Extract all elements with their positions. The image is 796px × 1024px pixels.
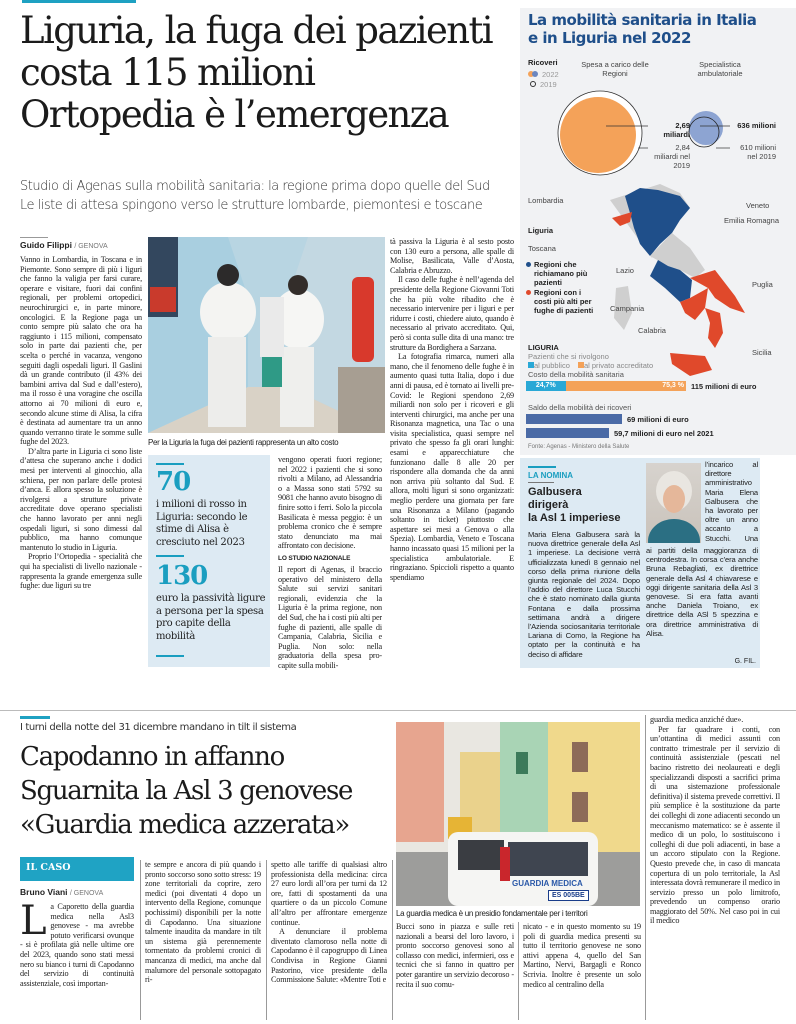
costo-stacked-bar — [526, 381, 686, 391]
car-livery-text: GUARDIA MEDICA — [512, 879, 583, 888]
region-label-calabria: Calabria — [638, 326, 666, 335]
region-label-puglia: Puglia — [752, 280, 773, 289]
photo-caption: Per la Liguria la fuga dei pazienti rappresenta un alto costo — [148, 438, 339, 447]
paragraph: guardia medica anziché due». — [650, 715, 744, 724]
paragraph: A denunciare il problema diventato clamoroso nella notte di Capodanno è il capogruppo di Linea Condivisa in Regione Gianni Pastorino, vice presidente della Commissione Salute: «Mentre Toti e — [271, 927, 387, 985]
paragraph: a Caporetto della guardia medica nella Asl3 genovese - ma avrebbe potuto verificarsi ovunque - si è profilata già nelle ultime ore del 2023, quando sono stati messi nero su bianco i turni di Capodanno del servizio di continuità assistenziale, così importan- — [20, 902, 134, 988]
blue-dot-icon — [526, 262, 531, 267]
byline-author: Bruno Viani — [20, 887, 68, 897]
article2-column-6 — [650, 715, 780, 1022]
bar-segment-pubblico: 24,7% — [526, 381, 566, 391]
map-legend-blue — [526, 260, 600, 287]
nomina-rule — [528, 466, 556, 468]
article-column-3 — [278, 455, 382, 707]
article2-headline — [20, 740, 392, 842]
article-column-4 — [390, 237, 514, 707]
pubblico-label: al pubblico — [534, 361, 570, 370]
headline-line: «Guardia medica azzerata» — [20, 810, 349, 840]
saldo-2021-value: 59,7 milioni di euro nel 2021 — [614, 429, 714, 438]
paragraph: Per far quadrare i conti, con un’ottantina di medici assunti con contratto trimestrale per il servizio di continuità assistenziale (pescati nel bacino ristretto dei neolaureati e degli specializzandi disposti a sacrifici prima di una sistemazione professionale definitiva) il sistema prevede correttivi. Il più semplice è la sostituzione da parte dei colleghi di zone adiacenti secondo un meccanismo matematico: se è assente il medico di un polo, lo sostituiscono i colleghi di due poli adiacenti, in base a un accoro stipulato con la Regione. Questo prevede che, in caso di mancata copertura di un polo territoriale, la Asl interessata dovrà remunerare il medico in servizio presso un polo limitrofo, prevedendo un compenso orario maggiorato del 50%. Nel caso poi in cui il medico — [650, 724, 780, 926]
subhead-line: Le liste di attesa spingono verso le strutture lombarde, piemontesi e toscane — [20, 198, 483, 213]
drop-cap: L — [20, 902, 47, 944]
column-rule — [266, 860, 267, 1020]
article2-byline — [20, 887, 103, 897]
headline-line: Ortopedia è l’emergenza — [20, 93, 449, 136]
region-label-lombardia: Lombardia — [528, 196, 564, 205]
license-plate: ES 005BE — [548, 890, 589, 901]
paragraph: tà passiva la Liguria è al sesto posto con 130 euro a persona, alle spalle di Molise, Basilicata, Valle d’Aosta, Calabria e Abruzzo. — [390, 237, 514, 275]
amb-2022-circle — [689, 111, 723, 145]
headline-line: Sguarnita la Asl 3 genovese — [20, 776, 353, 806]
region-label-campania: Campania — [610, 304, 645, 313]
red-dot-icon — [526, 290, 531, 295]
italy-map — [610, 184, 745, 376]
map-legend-red-label: Regioni con i costi più alti per fughe di pazienti — [534, 288, 594, 315]
section-accent-bar — [22, 0, 136, 3]
saldo-label: Saldo della mobilità dei ricoveri — [528, 403, 632, 412]
main-headline — [20, 10, 520, 136]
nomina-box — [520, 458, 760, 668]
ambulatoriale-label: Specialistica ambulatoriale — [697, 60, 743, 78]
nomina-label: LA NOMINA — [528, 471, 574, 480]
guardia-medica-car-photo — [396, 722, 640, 906]
spesa-label: Spesa a carico delle Regioni — [581, 60, 649, 78]
spesa-2022-value: 2,69 miliardi — [663, 121, 690, 139]
region-label-toscana: Toscana — [528, 244, 556, 253]
paragraph: vengono operati fuori regione; nel 2022 i pazienti che si sono rivolti a Milano, ad Alessandria o a Massa sono stati 5792 su 9081 che hanno avuto bisogno di finire sotto i ferri. Solo la piccola Basilicata è messa peggio: è un problema cronico che è sempre stato denunciato ma mai affrontato con decisione. — [278, 455, 382, 551]
article2-column-4: Bucci sono in piazza e sulle reti nazionali a bearsi del loro lavoro, i pronto soccorso genovesi sono al collasso con medici, infermieri, oss e tecnici che si fanno in quattro per poter garantire un servizio decoroso - recita il suo comu- — [396, 922, 514, 989]
section-divider — [0, 710, 796, 711]
galbusera-portrait — [646, 463, 701, 543]
amb-2022-value: 636 milioni — [737, 121, 776, 130]
stat-rule — [156, 463, 184, 465]
il-caso-tag: IL CASO — [20, 857, 134, 881]
nomina-title-line: Galbusera — [528, 486, 582, 498]
nomina-column-2a: l’incarico al direttore amministrativo Maria Elena Galbusera che ha lavorato per oltre un anno accanto a Stucchi. Una — [705, 460, 758, 543]
saldo-2022-bar — [526, 414, 622, 424]
nomina-title-line: la Asl 1 imperiese — [528, 512, 621, 524]
paragraph: Vanno in Lombardia, in Toscana e in Piemonte. Sono sempre di più i liguri che fanno la valigia per farsi curare, operare e visitare, fuori dai confini regionali, per problemi ortopedici, neurochirurgici e, in parte minore, oncologici. E la Regione paga un conto sempre più salato che ora ha raggiunto i 115 milioni, compensato solo in parte dai pazienti che, per scelta o perché in vacanza, vengono seguiti dagli ospedali liguri. Il Gaslini dà un grande contributo (il 43% dei bambini arriva dal Sud e dall’estero), ma il rosso è una voragine che oscilla attorno ai 70 milioni di euro e, secondo alcune stime di Alisa, la cifra è destinata ad aumentare tra un anno quando verranno tirate le somme sulle fughe del 2023. — [20, 255, 142, 447]
legend-title: Ricoveri — [528, 58, 558, 67]
nomina-column-2b: ai partiti della maggioranza di centrodestra. In corsa c’era anche Bruna Rebagliati, ex direttrice generale della Asl 4 chiavarese e oggi dirigente sanitaria della Asl 3 genovese. Si era fatta avanti anche Daniela Troiano, ex direttrice della ASl 5 spezzina e ora direttrice amministrativa di Alisa. — [646, 546, 758, 638]
paragraph: spetto alle tariffe di qualsiasi altro professionista della medicina: circa 27 euro lordi all’ora per turni da 12 ore, fatti di spostamenti da una quartiere o da un piccolo Comune all’altro per affrontare emergenze continue. — [271, 860, 387, 927]
nomina-signature: G. FIL. — [734, 658, 756, 665]
byline-city: / GENOVA — [69, 890, 104, 897]
legend-2022-label: 2022 — [542, 70, 559, 79]
byline-rule — [20, 237, 48, 238]
spesa-2019-value: 2,84 miliardi nel 2019 — [654, 143, 690, 170]
byline-author: Guido Filippi — [20, 240, 72, 250]
region-label-veneto: Veneto — [746, 201, 770, 210]
infographic-title-line: La mobilità sanitaria in Italia — [528, 11, 757, 29]
stat-number: 130 — [156, 561, 208, 591]
section-subheading: LO STUDIO NAZIONALE — [278, 554, 351, 562]
column-rule — [140, 860, 141, 1020]
article2-column-1 — [20, 902, 134, 1022]
region-label-sicilia: Sicilia — [752, 348, 772, 357]
stat-description: euro la passività ligure a persona per la spesa pro capite della mobilità — [156, 593, 266, 642]
infographic-box — [520, 8, 796, 405]
bar-segment-privato: 75,3 % — [566, 381, 686, 391]
patients-label: Pazienti che si rivolgono — [528, 352, 609, 361]
byline-city: / GENOVA — [74, 243, 108, 250]
article-column-1 — [20, 255, 142, 707]
subhead-line: Studio di Agenas sulla mobilità sanitaria: la regione prima dopo quelle del Sud — [20, 179, 490, 194]
privato-label: al privato accreditato — [583, 361, 654, 370]
infographic-box-bottom — [520, 405, 796, 455]
region-label-liguria: Liguria — [528, 226, 554, 235]
spesa-2022-circle — [560, 97, 636, 173]
paragraph: Il caso delle fughe è nell’agenda del presidente della Regione Giovanni Toti che ha più volte ribadito che è necessario intervenire per i liguri e per ridurre i costi, chiedere aiuto, quando è necessario al privato accreditato. Qui, però si conta sulle dita di una mano: tre strutture da Bordighera a Sarzana. — [390, 275, 514, 352]
column-rule — [645, 715, 646, 1020]
stat-rule — [156, 655, 184, 657]
costo-total: 115 milioni di euro — [691, 382, 757, 391]
paragraph: La fotografia rimarca, numeri alla mano, che il fenomeno delle fughe è in aumento quasi tutta Italia, dopo i due anni di pausa, ed è tornato ai livelli pre-Covid: le Regioni spendono 2,69 miliardi non solo per i ricoveri e gli interventi chirurgici, ma anche per una Risonanza magnetica, una Tac o una visita specialistica, quasi sempre nel privato che spesso fa gli orari lunghi: esami e apparecchiature che funzionano dalle 8 alle 20 per rispondere alla domanda che da anni non arriva più soltanto dal Sud. E allora, molti liguri si sono organizzati: meglio perdere una giornata per fare una Risonanza a Milano (pagando soltanto in ticket) piuttosto che aspettare sei mesi a Genova o alla Spezia). Lombardia, Veneto e Toscana hanno incassato quasi 15 milioni per la specialistica ambulatoriale. E ringraziano. Spiccioli rispetto a quanto spendiamo — [390, 352, 514, 582]
costo-label: Costo della mobilità sanitaria — [528, 370, 624, 379]
nomina-title — [528, 486, 640, 525]
map-legend-red — [526, 288, 600, 315]
hospital-corridor-photo — [148, 237, 385, 433]
stats-box — [148, 455, 270, 667]
article2-column-2: te sempre e ancora di più quando i pronto soccorso sono sotto stress: 19 zone territoriali da coprire, zero medici (poi diventati 4 dopo un intervento della Regione, comunque pochissimi) disponibili per la notte di Capodanno. Una situazione talmente inaudita da mandare in tilt un sistema già perennemente tormentato da problemi cronici di mancanza di medici, ma anche dal malumore del personale sottopagato ri- — [145, 860, 261, 985]
stat-rule — [156, 555, 184, 557]
legend-2019-label: 2019 — [540, 80, 557, 89]
nomina-column-1: Maria Elena Galbusera sarà la nuova direttrice generale della Asl 1 imperiese. La decisione verrà ufficializzata lunedì 8 gennaio nel corso della prima riunione della giunta regionale del 2024. Dopo l’addio del direttore Luca Stucchi che è stato nominato dalla giunta Fontana e dalla prossima settimana andrà a dirigere l’Azienda sociosanitaria territoriale Lariana di Como, la Regione ha optato per la continuità e ha deciso di affidare — [528, 530, 640, 659]
column-rule — [518, 922, 519, 1020]
article2-column-5: nicato - e in questo momento su 19 poli di guardia medica presenti su tutto il territorio genovese ne sono attivi appena 4, quello del San Martino, Nervi, Bargagli e Ronco Scrivia. Inoltre è presente un solo medico al centralino della — [523, 922, 641, 989]
stat-number: 70 — [156, 467, 191, 497]
article2-kicker: I turni della notte del 31 dicembre mandano in tilt il sistema — [20, 722, 297, 733]
liguria-section-title: LIGURIA — [528, 343, 559, 352]
nomina-title-line: dirigerà — [528, 499, 569, 511]
photo-caption: La guardia medica è un presidio fondamentale per i territori — [396, 909, 588, 918]
kicker-accent-bar — [20, 716, 50, 719]
infographic-title-line: e in Liguria nel 2022 — [528, 29, 691, 47]
column-rule — [392, 860, 393, 1020]
region-label-lazio: Lazio — [616, 266, 634, 275]
stat-description: i milioni di rosso in Liguria: secondo le stime di Alisa è cresciuto nel 2023 — [156, 499, 248, 548]
patients-legend — [528, 361, 653, 370]
saldo-2022-value: 69 milioni di euro — [627, 415, 689, 424]
article2-column-3 — [271, 860, 387, 1022]
headline-line: costa 115 milioni — [20, 51, 315, 94]
byline — [20, 240, 108, 250]
map-legend-blue-label: Regioni che richiamano più pazienti — [534, 260, 588, 287]
subheadline — [20, 177, 520, 215]
paragraph: Proprio l’Ortopedia - specialità che qui ha specialisti di livello nazionale - rappresenta la grande emergenza sulle fughe: due liguri su tre — [20, 552, 142, 591]
headline-line: Liguria, la fuga dei pazienti — [20, 9, 492, 52]
saldo-2021-bar — [526, 428, 609, 438]
source-note: Fonte: Agenas - Ministero della Salute — [528, 444, 630, 450]
nomina-underline — [528, 482, 554, 483]
headline-line: Capodanno in affanno — [20, 742, 284, 772]
paragraph: Il report di Agenas, il braccio operativo del ministero della Salute sui servizi sanitari regionali, evidenzia che la Liguria è la prima regione, non del Sud, che ha i costi più alti per fughe di pazienti, alle spalle di Campania, Calabria, Sicilia e Puglia. Non solo: nella graduatoria della spesa pro-capite sulla mobili- — [278, 564, 382, 670]
region-label-emilia-romagna: Emilia Romagna — [724, 216, 780, 225]
paragraph: D’altra parte in Liguria ci sono liste d’attesa che superano anche i dodici mesi per interventi al ginocchio, alla schiena, per non parlare delle protesi d’anca. E allora spesso la soluzione è rivolgersi a strutture private accreditate dove operano specialisti che hanno lavorato per anni negli ospedali liguri, si sono dimessi dal pubblico, ma hanno comunque mantenuto lo studio in Liguria. — [20, 446, 142, 552]
amb-2019-value: 610 milioni nel 2019 — [740, 143, 776, 161]
